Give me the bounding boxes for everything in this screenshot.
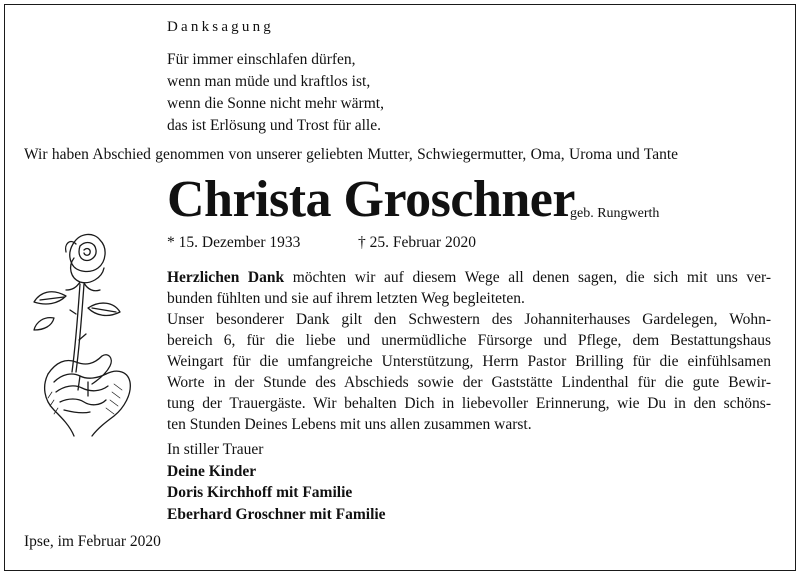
signature-line: Eberhard Groschner mit Familie — [167, 505, 386, 523]
place-date: Ipse, im Februar 2020 — [24, 533, 161, 550]
body-line: Unser besonderer Dank gilt den Schwestern des Johanniterhauses Gardelegen, Wohn- — [167, 311, 771, 328]
intro-text: Wir haben Abschied genommen von unserer geliebten Mutter, Schwiegermutter, Oma, Uroma und Tante — [24, 146, 679, 163]
thanks-lead: Herzlichen Dank — [167, 269, 285, 286]
poem — [167, 49, 384, 137]
poem-line: wenn die Sonne nicht mehr wärmt, — [167, 95, 384, 112]
body-line: tung der Trauergäste. Wir behalten Dich in liebevoller Erinnerung, wie Du in den schöns- — [167, 395, 771, 412]
body-line: bunden fühlten und sie auf ihrem letzten Weg begleiteten. — [167, 290, 525, 307]
poem-line: das ist Erlösung und Trost für alle. — [167, 117, 381, 134]
signature-line: Doris Kirchhoff mit Familie — [167, 484, 353, 501]
body-line: bereich 6, für die liebe und unermüdliche Fürsorge und Pflege, dem Bestattungshaus — [167, 332, 771, 349]
body-line: Weingart für die umfangreiche Unterstützung, Herrn Pastor Brilling für die einfühlsamen — [167, 353, 771, 370]
death-date: † 25. Februar 2020 — [358, 234, 476, 251]
notice-heading: Danksagung — [167, 19, 274, 35]
body-line: Herzlichen Dank möchten wir auf diesem Wege all denen sagen, die sich mit uns ver- — [167, 269, 771, 286]
deceased-name: Christa Groschner — [167, 171, 575, 228]
poem-line: wenn man müde und kraftlos ist, — [167, 73, 371, 90]
body-line: Worte in der Stunde des Abschieds sowie der Gaststätte Lindenthal für die gute Bewir- — [167, 374, 771, 391]
poem-line: Für immer einschlafen dürfen, — [167, 51, 356, 68]
signoff — [167, 439, 386, 525]
body-line: ten Stunden Deines Lebens mit uns allen zusammen warst. — [167, 416, 532, 433]
maiden-name: geb. Rungwerth — [570, 206, 660, 221]
thanks-body — [167, 267, 771, 435]
rose-in-hand-icon — [18, 222, 138, 442]
mourning-label: In stiller Trauer — [167, 441, 264, 458]
signature-line: Deine Kinder — [167, 462, 257, 480]
birth-date: * 15. Dezember 1933 — [167, 234, 301, 251]
